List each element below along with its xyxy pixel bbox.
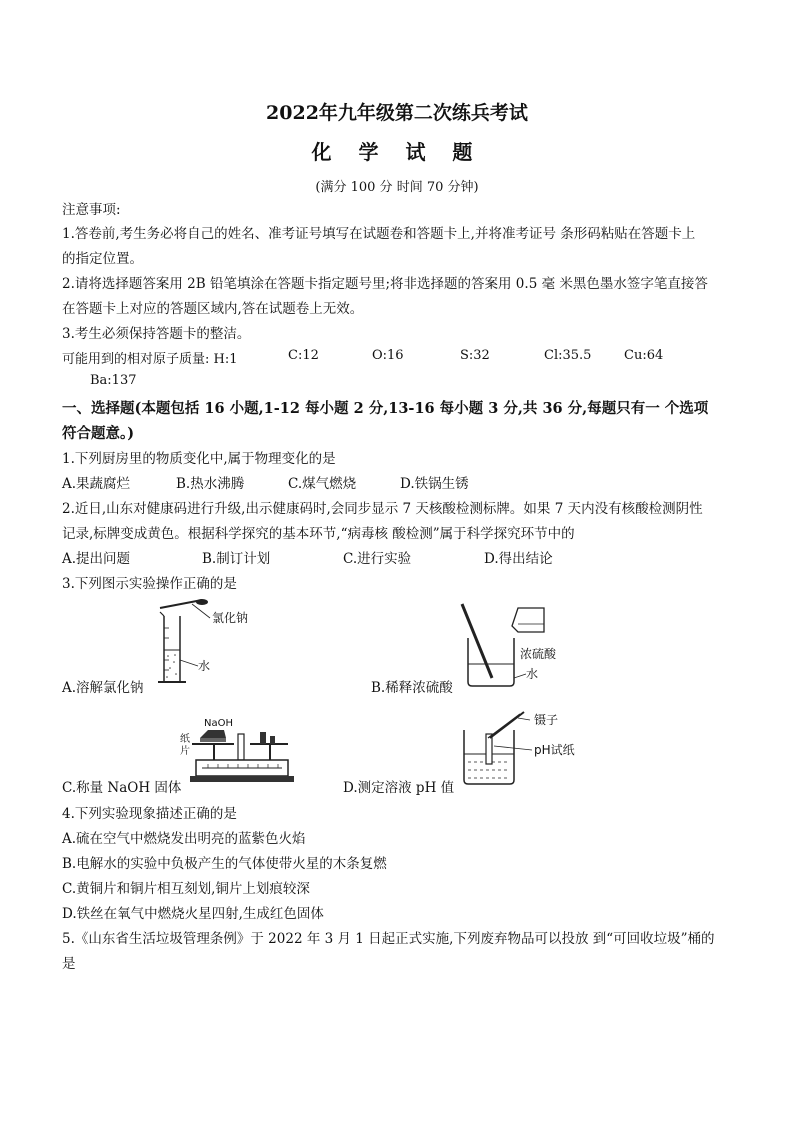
q3-option-c: C.称量 NaOH 固体 <box>62 780 182 796</box>
atomic-mass-c: C:12 <box>288 348 319 363</box>
atomic-mass-cl: Cl:35.5 <box>544 348 592 363</box>
q2-option-d: D.得出结论 <box>484 551 553 567</box>
q2-option-c: C.进行实验 <box>343 551 412 567</box>
note-2-line-2: 在答题卡上对应的答题区域内,答在试题卷上无效。 <box>62 301 364 317</box>
q4-option-a: A.硫在空气中燃烧发出明亮的蓝紫色火焰 <box>62 831 306 847</box>
exam-meta: (满分 100 分 时间 70 分钟) <box>315 180 479 195</box>
q2-stem-line-2: 记录,标牌变成黄色。根据科学探究的基本环节,“病毒核 酸检测”属于科学探究环节中的 <box>62 526 575 542</box>
note-2-line-1: 2.请将选择题答案用 2B 铅笔填涂在答题卡指定题号里;将非选择题的答案用 0.5 毫 米黑色墨水签字笔直接答 <box>62 276 708 292</box>
q1-option-d: D.铁锅生锈 <box>400 476 469 492</box>
figure-b-beaker <box>452 602 572 692</box>
section-heading-line-2: 符合题意。) <box>62 425 135 442</box>
atomic-mass-cu: Cu:64 <box>624 348 664 363</box>
exam-title: 2022年九年级第二次练兵考试 <box>266 102 528 124</box>
notes-heading: 注意事项: <box>62 202 121 218</box>
q3-option-a: A.溶解氯化钠 <box>62 680 144 696</box>
subject-title: 化 学 试 题 <box>311 140 483 164</box>
note-1-line-1: 1.答卷前,考生务必将自己的姓名、准考证号填写在试题卷和答题卡上,并将准考证号 条形码粘贴在答题卡上 <box>62 226 696 242</box>
figure-b-label-acid: 浓硫酸 <box>520 647 557 661</box>
figure-d-label-ph-paper: pH试纸 <box>534 743 575 757</box>
q3-stem: 3.下列图示实验操作正确的是 <box>62 576 237 592</box>
note-1-line-2: 的指定位置。 <box>62 251 143 267</box>
figure-a-label-nacl: 氯化钠 <box>212 611 249 625</box>
figure-c-label-paper-2: 片 <box>180 746 190 757</box>
q3-option-d: D.测定溶液 pH 值 <box>343 780 455 796</box>
q4-option-b: B.电解水的实验中负极产生的气体使带火星的木条复燃 <box>62 856 387 872</box>
q4-stem: 4.下列实验现象描述正确的是 <box>62 806 237 822</box>
q5-stem-line-2: 是 <box>62 956 76 972</box>
q4-option-d: D.铁丝在氧气中燃烧火星四射,生成红色固体 <box>62 906 324 922</box>
atomic-mass-ba: Ba:137 <box>90 373 137 388</box>
q5-stem-line-1: 5.《山东省生活垃圾管理条例》于 2022 年 3 月 1 日起正式实施,下列废弃物品可以投放 到“可回收垃圾”桶的 <box>62 931 715 947</box>
q1-option-c: C.煤气燃烧 <box>288 476 357 492</box>
q1-option-a: A.果蔬腐烂 <box>62 476 131 492</box>
q4-option-c: C.黄铜片和铜片相互刻划,铜片上划痕较深 <box>62 881 310 897</box>
figure-b-label-water: 水 <box>526 667 539 681</box>
section-heading-line-1: 一、选择题(本题包括 16 小题,1-12 每小题 2 分,13-16 每小题 3 分,共 36 分,每题只有一 个选项 <box>62 400 709 417</box>
q2-option-b: B.制订计划 <box>202 551 271 567</box>
figure-a-label-water: 水 <box>198 659 211 673</box>
figure-d-ph-test <box>458 708 578 788</box>
figure-d-label-tweezers: 镊子 <box>534 713 559 727</box>
figure-c-label-paper-1: 纸 <box>180 734 190 745</box>
atomic-mass-label: 可能用到的相对原子质量: H:1 <box>62 352 238 367</box>
figure-c-balance <box>178 712 298 788</box>
q2-option-a: A.提出问题 <box>62 551 131 567</box>
atomic-mass-s: S:32 <box>460 348 490 363</box>
figure-a-cylinder <box>150 598 260 690</box>
figure-c-label-naoh: NaOH <box>204 718 233 729</box>
atomic-mass-o: O:16 <box>372 348 404 363</box>
q3-option-b: B.稀释浓硫酸 <box>371 680 453 696</box>
q1-stem: 1.下列厨房里的物质变化中,属于物理变化的是 <box>62 451 336 467</box>
q2-stem-line-1: 2.近日,山东对健康码进行升级,出示健康码时,会同步显示 7 天核酸检测标牌。如果 7 天内没有核酸检测阴性 <box>62 501 703 517</box>
q1-option-b: B.热水沸腾 <box>176 476 245 492</box>
note-3: 3.考生必须保持答题卡的整洁。 <box>62 326 251 342</box>
